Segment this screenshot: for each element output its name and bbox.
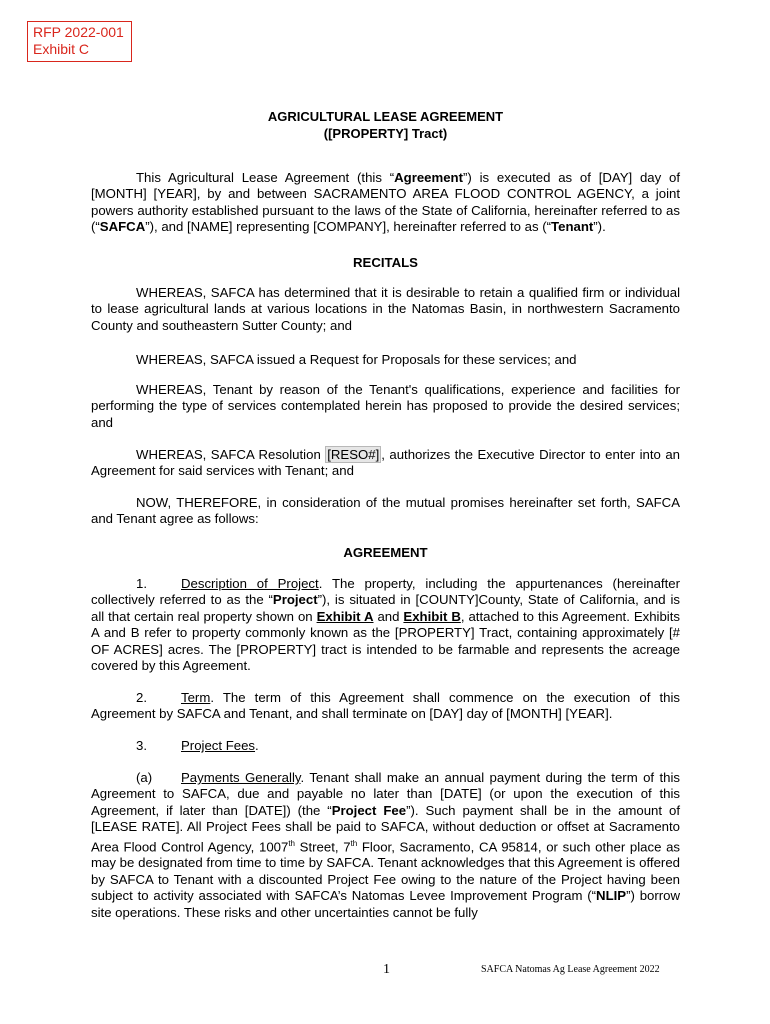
section-3a-text-e: ”) borrow site operations. These risks and other uncertainties cannot be fully	[91, 888, 681, 920]
section-3a-text-d: Floor, Sacramento, CA 95814, or such other place as may be designated from time to time by SAFCA. Tenant acknowledges that this Agreement is offered by SAFCA to Tenant with a discounted Project Fee owing to the nature of the Project having been subject to activity associated with SAFCA’s Natomas Levee Improvement Program (“	[91, 839, 681, 904]
title-line-2: ([PROPERTY] Tract)	[323, 125, 448, 141]
recital-2	[91, 352, 680, 368]
section-3	[91, 738, 680, 754]
defined-term-tenant: Tenant	[551, 219, 594, 235]
reso-placeholder-field[interactable]: [RESO#]	[327, 447, 380, 462]
defined-term-safca: SAFCA	[99, 219, 146, 235]
ordinal-suffix-2: th	[350, 838, 358, 848]
recital-4	[91, 447, 680, 480]
exhibit-b-link: Exhibit B	[403, 608, 461, 624]
recital-1	[91, 285, 680, 334]
exhibit-a-link: Exhibit A	[316, 608, 374, 624]
recital-1-text: WHEREAS, SAFCA has determined that it is desirable to retain a qualified firm or individual to lease agricultural lands at various locations in the Natomas Basin, in northwestern Sacramento County and southeastern Sutter County; and	[91, 285, 680, 333]
section-1-text-a: . The property, including the appurtenances (hereinafter collectively referred to as the “	[91, 576, 680, 608]
defined-term-nlip: NLIP	[596, 888, 627, 904]
section-3a-text-b: ”). Such payment shall be in the amount of [LEASE RATE]. All Project Fees shall be paid to SAFCA, without deduction or offset at Sacramento Area Flood Control Agency, 1007	[91, 802, 680, 855]
intro-text-3: ”), and [NAME] representing [COMPANY], hereinafter referred to as (“	[145, 219, 552, 235]
now-therefore-paragraph	[91, 495, 680, 528]
defined-term-agreement: Agreement	[394, 170, 463, 185]
section-1-title: Description of Project	[181, 576, 319, 591]
rfp-exhibit-stamp	[27, 21, 132, 62]
footer-document-name: SAFCA Natomas Ag Lease Agreement 2022	[481, 964, 660, 975]
recitals-heading: RECITALS	[353, 255, 418, 270]
section-1-and: and	[373, 608, 404, 624]
recital-2-text: WHEREAS, SAFCA issued a Request for Proposals for these services; and	[136, 352, 577, 367]
defined-term-project-fee: Project Fee	[331, 802, 407, 818]
section-3a	[91, 770, 680, 921]
agreement-heading: AGREEMENT	[343, 545, 428, 560]
title-line-1: AGRICULTURAL LEASE AGREEMENT	[267, 109, 504, 124]
section-3a-text-c: Street, 7	[295, 839, 351, 855]
section-2	[91, 690, 680, 723]
section-3a-text-a: . Tenant shall make an annual payment during the term of this Agreement to SAFCA, due and payable no later than [DATE] (or upon the execution of this Agreement, if later than [DATE]) (the “	[91, 770, 680, 818]
intro-text-2: ”) is executed as of [DAY] day of [MONTH] [YEAR], by and between SACRAMENTO AREA FLOOD CONTROL AGENCY, a joint powers authority established pursuant to the laws of the State of California, hereinafter referred to as (“	[91, 170, 680, 235]
section-3-number: 3.	[136, 738, 147, 753]
recital-3	[91, 382, 680, 431]
recital-4-text-b: , authorizes the Executive Director to enter into an Agreement for said services with Tenant; and	[91, 447, 680, 479]
defined-term-project: Project	[272, 592, 318, 608]
now-therefore-text: NOW, THEREFORE, in consideration of the mutual promises hereinafter set forth, SAFCA and Tenant agree as follows:	[91, 495, 680, 527]
section-1-text-c: , attached to this Agreement. Exhibits A and B refer to property commonly known as the [PROPERTY] Tract, containing approximately [# OF ACRES] acres. The [PROPERTY] tract is intended to be farmable and represents the acreage covered by this Agreement.	[91, 608, 680, 674]
intro-text-1: This Agricultural Lease Agreement (this “	[136, 170, 395, 185]
ordinal-suffix-1: th	[288, 838, 295, 848]
recital-4-text-a: WHEREAS, SAFCA Resolution	[136, 447, 326, 462]
section-2-number: 2.	[136, 690, 147, 705]
section-3a-number: (a)	[136, 770, 153, 785]
section-3-dot: .	[255, 738, 259, 753]
stamp-line-1: RFP 2022-001	[33, 24, 124, 40]
document-title	[91, 109, 680, 142]
section-1-number: 1.	[136, 576, 147, 591]
section-3a-title: Payments Generally	[181, 770, 301, 785]
section-1	[91, 576, 680, 674]
page-number: 1	[383, 962, 390, 977]
stamp-line-2: Exhibit C	[33, 41, 90, 57]
recital-3-text: WHEREAS, Tenant by reason of the Tenant's qualifications, experience and facilities for performing the type of services contemplated herein has proposed to provide the desired services; and	[91, 382, 680, 430]
section-2-text: . The term of this Agreement shall commence on the execution of this Agreement by SAFCA and Tenant, and shall terminate on [DAY] day of [MONTH] [YEAR].	[91, 690, 680, 722]
section-1-text-b: ”), is situated in [COUNTY]County, State of California, and is all that certain real property shown on	[91, 592, 680, 624]
section-3-title: Project Fees	[181, 738, 256, 753]
section-2-title: Term	[181, 690, 211, 705]
intro-text-4: ”).	[593, 219, 606, 235]
intro-paragraph	[91, 170, 680, 236]
